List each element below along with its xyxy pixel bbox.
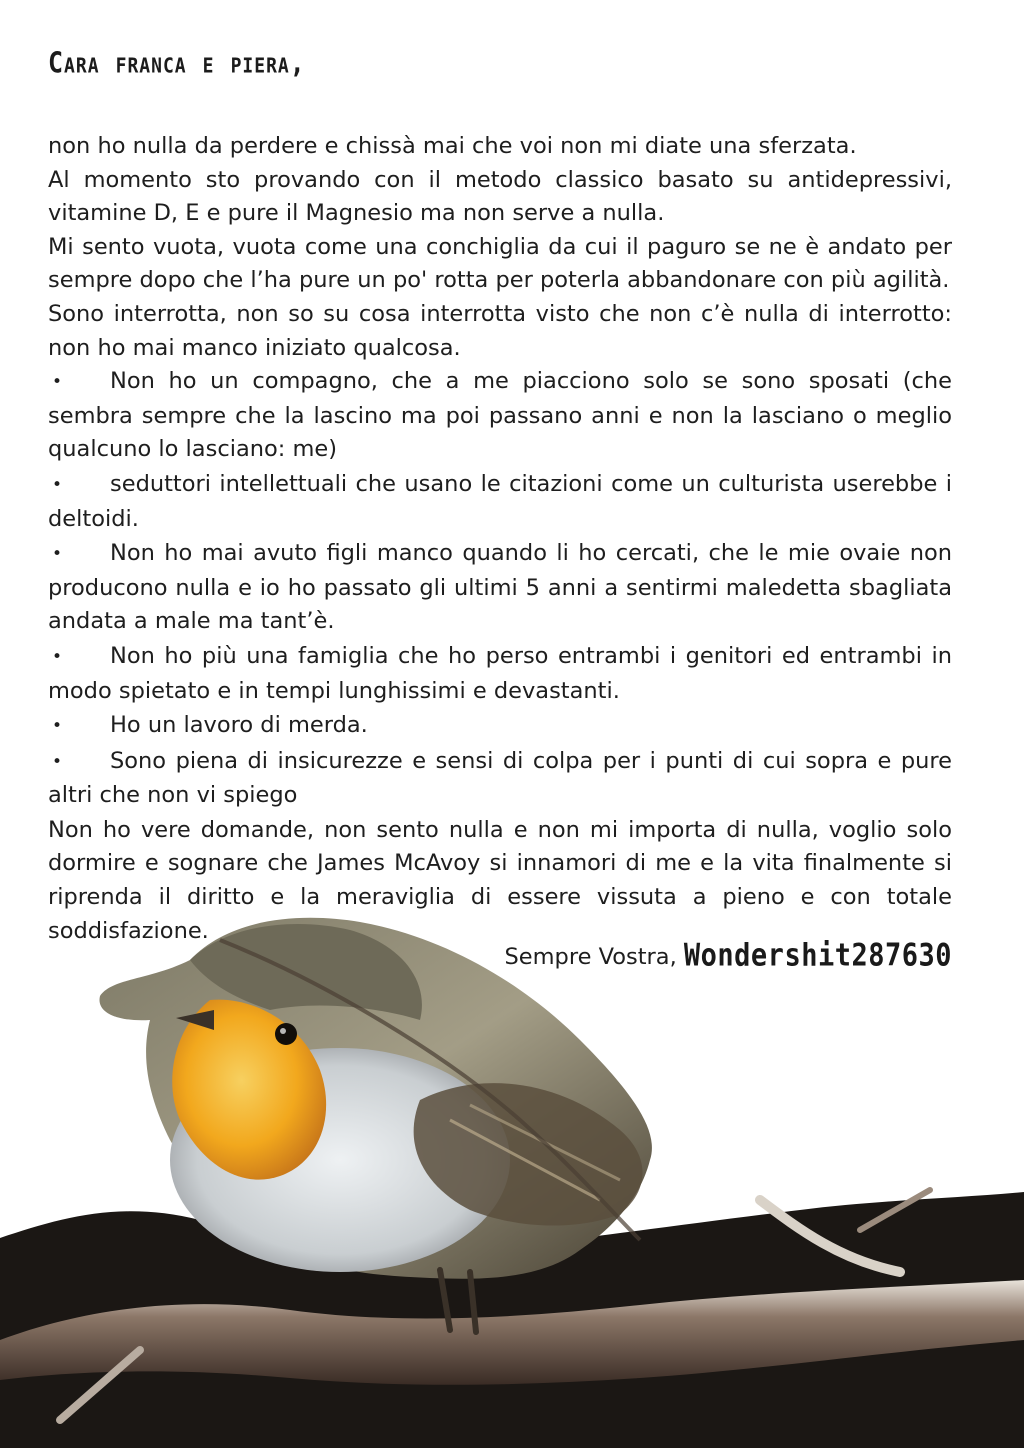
bullet-glyph: • xyxy=(52,716,63,737)
list-item-text: Non ho un compagno, che a me piacciono solo se sono sposati (che sembra sempre che la lascino ma poi passano anni e non la lasciano o meglio qualcuno lo lasciano: me) xyxy=(48,368,952,463)
paragraph: Al momento sto provando con il metodo classico basato su antidepressivi, vitamine D, E e pure il Magnesio ma non serve a nulla. xyxy=(48,166,952,227)
list-item xyxy=(48,745,952,813)
list-item xyxy=(48,365,952,467)
list-item xyxy=(48,640,952,708)
list-item xyxy=(48,468,952,536)
list-item-text: seduttori intellettuali che usano le citazioni come un culturista userebbe i deltoidi. xyxy=(48,470,952,532)
letter-signature xyxy=(504,937,952,974)
paragraph: Sono interrotta, non so su cosa interrotta visto che non c’è nulla di interrotto: non ho mai manco iniziato qualcosa. xyxy=(48,300,952,361)
signature-name: Wondershit287630 xyxy=(683,937,952,974)
closing-paragraph: Non ho vere domande, non sento nulla e non mi importa di nulla, voglio solo dormire e sognare che James McAvoy si innamori di me e la vita finalmente si riprenda il diritto e la meraviglia di essere vissuta a pieno e con totale soddisfazione. xyxy=(48,816,952,944)
list-item-text: Non ho più una famiglia che ho perso entrambi i genitori ed entrambi in modo spietato e in tempi lunghissimi e devastanti. xyxy=(48,642,952,704)
robin-illustration xyxy=(0,900,1024,1448)
bullet-glyph: • xyxy=(52,646,63,667)
list-item xyxy=(48,537,952,639)
complaint-list xyxy=(48,365,952,813)
robin-eye xyxy=(275,1023,297,1045)
paragraph: non ho nulla da perdere e chissà mai che voi non mi diate una sferzata. xyxy=(48,133,857,159)
letter-body xyxy=(48,130,952,948)
bullet-glyph: • xyxy=(52,372,63,393)
bullet-glyph: • xyxy=(52,474,63,495)
paragraph: Mi sento vuota, vuota come una conchiglia da cui il paguro se ne è andato per sempre dopo che l’ha pure un po' rotta per poterla abbandonare con più agilità. xyxy=(48,233,952,294)
letter-salutation: Cara franca e piera, xyxy=(48,46,306,80)
signoff-text: Sempre Vostra, xyxy=(504,944,677,970)
list-item xyxy=(48,709,952,744)
eye-highlight xyxy=(280,1028,286,1034)
list-item-text: Non ho mai avuto figli manco quando li ho cercati, che le mie ovaie non producono nulla e io ho passato gli ultimi 5 anni a sentirmi maledetta sbagliata andata a male ma tant’è. xyxy=(48,540,952,635)
list-item-text: Ho un lavoro di merda. xyxy=(110,712,368,739)
bullet-glyph: • xyxy=(52,544,63,565)
list-item-text: Sono piena di insicurezze e sensi di colpa per i punti di cui sopra e pure altri che non vi spiego xyxy=(48,747,952,809)
bullet-glyph: • xyxy=(52,751,63,772)
